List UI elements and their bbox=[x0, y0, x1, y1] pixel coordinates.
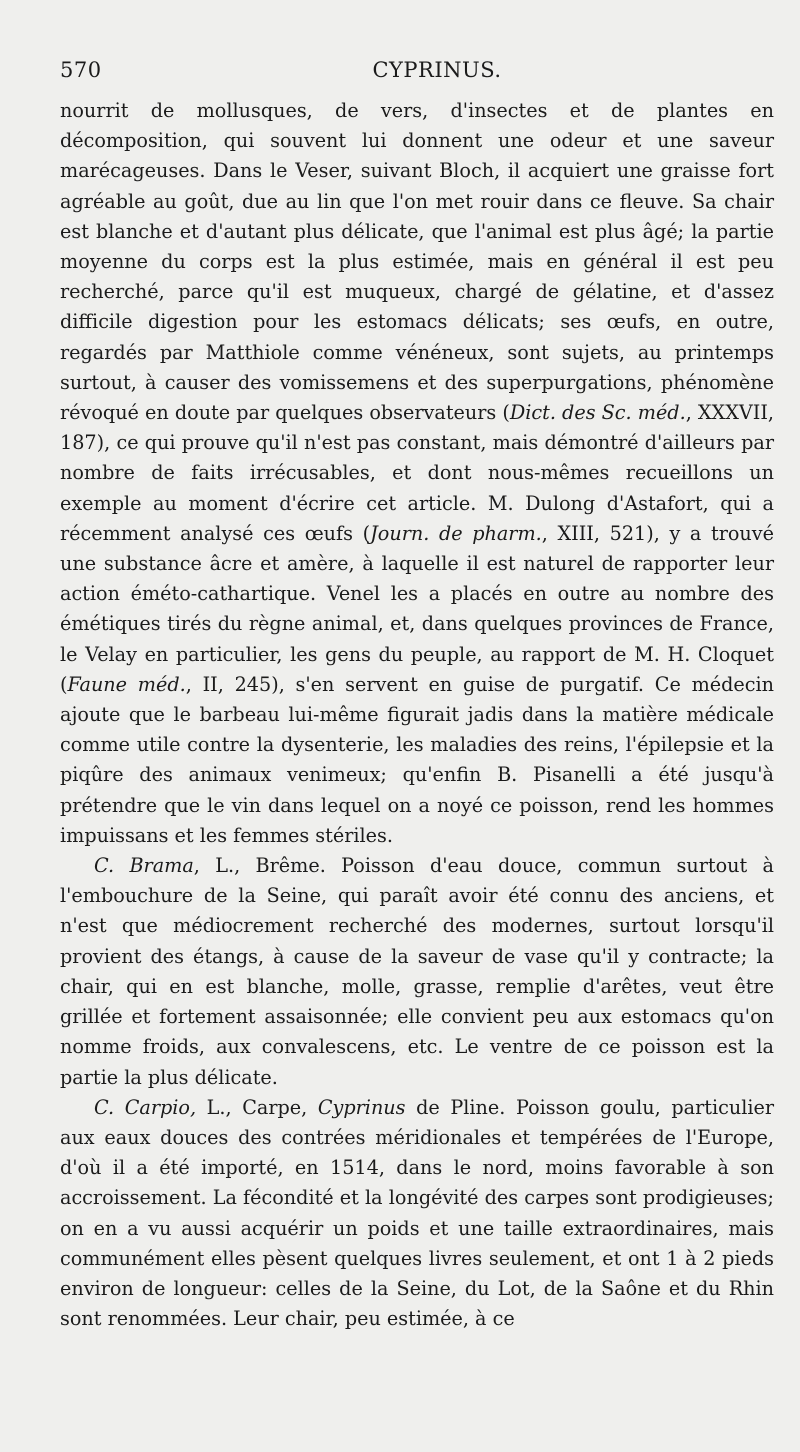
paragraph-barbel bbox=[60, 96, 774, 851]
page-body bbox=[60, 96, 774, 1334]
species-name: C. Carpio, bbox=[94, 1095, 197, 1119]
citation-title: Journ. de pharm. bbox=[370, 521, 542, 545]
running-title: CYPRINUS. bbox=[372, 58, 502, 82]
text-run: , XIII, 521), y a trouvé une substance âcre et amère, à laquelle il est naturel de rapporter leur action éméto-cathartique. Venel les a placés en outre au nombre des émétiques tirés du règne animal, et, dans quelques provinces de France, le Velay en particulier, les gens du peuple, au rapport de M. H. Cloquet ( bbox=[60, 521, 774, 696]
text-run: , L., Brême. Poisson d'eau douce, commun surtout à l'embouchure de la Seine, qui paraît avoir été connu des anciens, et n'est que médiocrement recherché des modernes, surtout lorsqu'il provient des étangs, à cause de la saveur de vase qu'il y contracte; la chair, qui en est blanche, molle, grasse, remplie d'arêtes, veut être grillée et fortement assaisonnée; elle convient peu aux estomacs qu'on nomme froids, aux convalescens, etc. Le ventre de ce poisson est la partie la plus délicate. bbox=[60, 854, 774, 1089]
text-run: nourrit de mollusques, de vers, d'insectes et de plantes en décomposition, qui souvent lui donnent une odeur et une saveur marécageuses. Dans le Veser, suivant Bloch, il acquiert une graisse fort agréable au goût, due au lin que l'on met rouir dans ce fleuve. Sa chair est blanche et d'autant plus délicate, que l'animal est plus âgé; la partie moyenne du corps est la plus estimée, mais en général il est peu recherché, parce qu'il est muqueux, chargé de gélatine, et d'assez difficile digestion pour les estomacs délicats; ses œufs, en outre, regardés par Matthiole comme vénéneux, sont sujets, au printemps surtout, à causer des vomissemens et des superpurgations, phénomène révoqué en doute par quelques observateurs ( bbox=[60, 99, 774, 425]
page-header bbox=[60, 58, 774, 90]
text-run: L., Carpe, bbox=[196, 1095, 318, 1119]
text-run: , II, 245), s'en servent en guise de purgatif. Ce médecin ajoute que le barbeau lui-même figurait jadis dans la matière médicale comme utile contre la dysenterie, les maladies des reins, l'épilepsie et la piqûre des animaux venimeux; qu'enfin B. Pisanelli a été jusqu'à prétendre que le vin dans lequel on a noyé ce poisson, rend les hommes impuissans et les femmes stériles. bbox=[60, 672, 774, 847]
paragraph-brama bbox=[60, 851, 774, 1093]
paragraph-carpio bbox=[60, 1093, 774, 1335]
citation-title: Dict. des Sc. méd. bbox=[509, 401, 686, 425]
page-number: 570 bbox=[60, 58, 102, 82]
citation-title: Faune méd. bbox=[67, 672, 186, 696]
species-name: C. Brama bbox=[94, 854, 194, 878]
species-name: Cyprinus bbox=[317, 1095, 406, 1119]
text-run: de Pline. Poisson goulu, particulier aux eaux douces des contrées méridionales et tempérées de l'Europe, d'où il a été importé, en 1514, dans le nord, moins favorable à son accroissement. La fécondité et la longévité des carpes sont prodigieuses; on en a vu aussi acquérir un poids et une taille extraordinaires, mais communément elles pèsent quelques livres seulement, et ont 1 à 2 pieds environ de longueur: celles de la Seine, du Lot, de la Saône et du Rhin sont renommées. Leur chair, peu estimée, à ce bbox=[60, 1095, 774, 1331]
text-run: , XXXVII, 187), ce qui prouve qu'il n'est pas constant, mais démontré d'ailleurs par nombre de faits irrécusables, et dont nous-mêmes recueillons un exemple au moment d'écrire cet article. M. Dulong d'Astafort, qui a récemment analysé ces œufs ( bbox=[60, 401, 774, 545]
